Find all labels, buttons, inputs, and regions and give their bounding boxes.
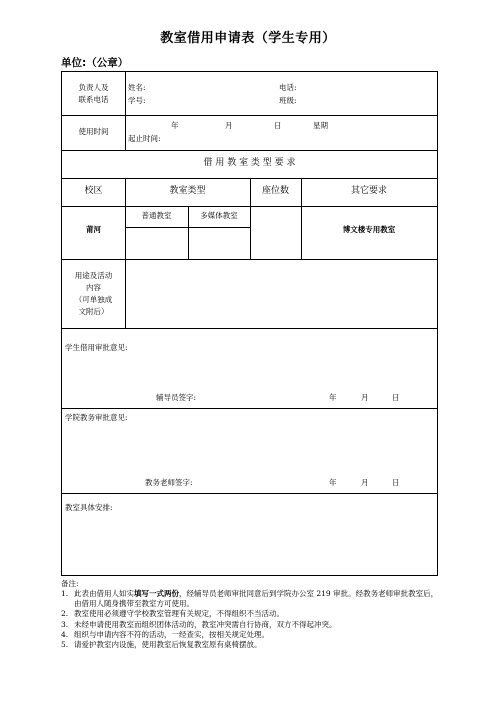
row-divider xyxy=(62,493,437,494)
purpose-label-line1: 用途及活动 xyxy=(74,271,113,280)
day-label: 日 xyxy=(274,121,282,130)
student-id-field[interactable]: 学号: xyxy=(128,96,146,105)
time-label: 使用时间 xyxy=(78,127,109,136)
contact-label-line2: 联系电话 xyxy=(78,95,109,104)
weekday-label: 星期 xyxy=(313,121,328,130)
college-approval-month: 月 xyxy=(361,478,369,487)
month-label: 月 xyxy=(225,121,233,130)
row-divider xyxy=(62,259,437,260)
col-divider xyxy=(125,72,126,150)
note-item: 2. 教室使用必须遵守学校教室管理有关规定，不得组织不当活动。 xyxy=(61,609,284,619)
col-divider xyxy=(125,178,126,328)
row-divider xyxy=(62,408,437,409)
campus-header: 校区 xyxy=(84,186,103,196)
arrangement-label: 教室具体安排: xyxy=(65,503,113,512)
requirements-header: 借 用 教 室 类 型 要 求 xyxy=(203,158,296,168)
student-approval-month: 月 xyxy=(361,393,369,402)
teacher-signature[interactable]: 教务老师签字: xyxy=(145,478,193,487)
contact-label-line1: 负责人及 xyxy=(78,83,109,92)
phone-field[interactable]: 电话: xyxy=(279,83,297,92)
row-divider xyxy=(62,115,437,116)
row-divider xyxy=(62,150,437,151)
student-approval-year: 年 xyxy=(329,393,337,402)
unit-label: 单位:（公章） xyxy=(61,57,129,69)
application-form-table xyxy=(61,71,438,576)
other-header: 其它要求 xyxy=(350,186,387,196)
student-approval-label: 学生借用审批意见: xyxy=(65,343,128,352)
purpose-label-line3: （可单独成 xyxy=(74,295,113,304)
other-requirement-value: 博文楼专用教室 xyxy=(342,225,396,234)
notes-list xyxy=(61,589,441,649)
room-type-multimedia[interactable]: 多媒体教室 xyxy=(200,211,238,220)
student-approval-day: 日 xyxy=(392,393,400,402)
purpose-label-line4: 文附后） xyxy=(78,307,109,316)
notes-section xyxy=(61,579,441,651)
campus-value: 莆河 xyxy=(86,225,101,234)
form-title: 教室借用申请表（学生专用） xyxy=(160,31,336,46)
seats-header: 座位数 xyxy=(261,186,289,196)
notes-heading: 备注: xyxy=(61,579,79,588)
purpose-label-line2: 内容 xyxy=(86,283,101,292)
name-field[interactable]: 姓名: xyxy=(128,83,146,92)
room-type-header: 教室类型 xyxy=(169,186,206,196)
college-approval-day: 日 xyxy=(392,478,400,487)
year-label: 年 xyxy=(171,121,179,130)
counselor-signature[interactable]: 辅导员签字: xyxy=(156,393,197,402)
room-type-regular[interactable]: 普通教室 xyxy=(141,211,172,220)
note-item: 4. 组织与申请内容不符的活动，一经查实，按相关规定处理。 xyxy=(61,629,269,639)
college-approval-year: 年 xyxy=(329,478,337,487)
row-divider xyxy=(62,328,437,329)
college-approval-label: 学院教务审批意见: xyxy=(65,413,128,422)
class-field[interactable]: 班级: xyxy=(279,96,297,105)
period-field[interactable]: 起止时间: xyxy=(128,134,161,143)
note-item: 5. 请爱护教室内设施，使用教室后恢复教室原有桌椅摆放。 xyxy=(61,640,262,650)
note-item: 3. 未经申请使用教室而组织团体活动的，教室冲突需自行协商，双方不得起冲突。 xyxy=(61,619,337,629)
note-item: 1. 此表由借用人如实填写一式两份，经辅导员老师审批同意后到学院办公室 219 审批。经教务老师审批教室后，由借用人随身携带至教室方可使用。 xyxy=(61,589,439,608)
